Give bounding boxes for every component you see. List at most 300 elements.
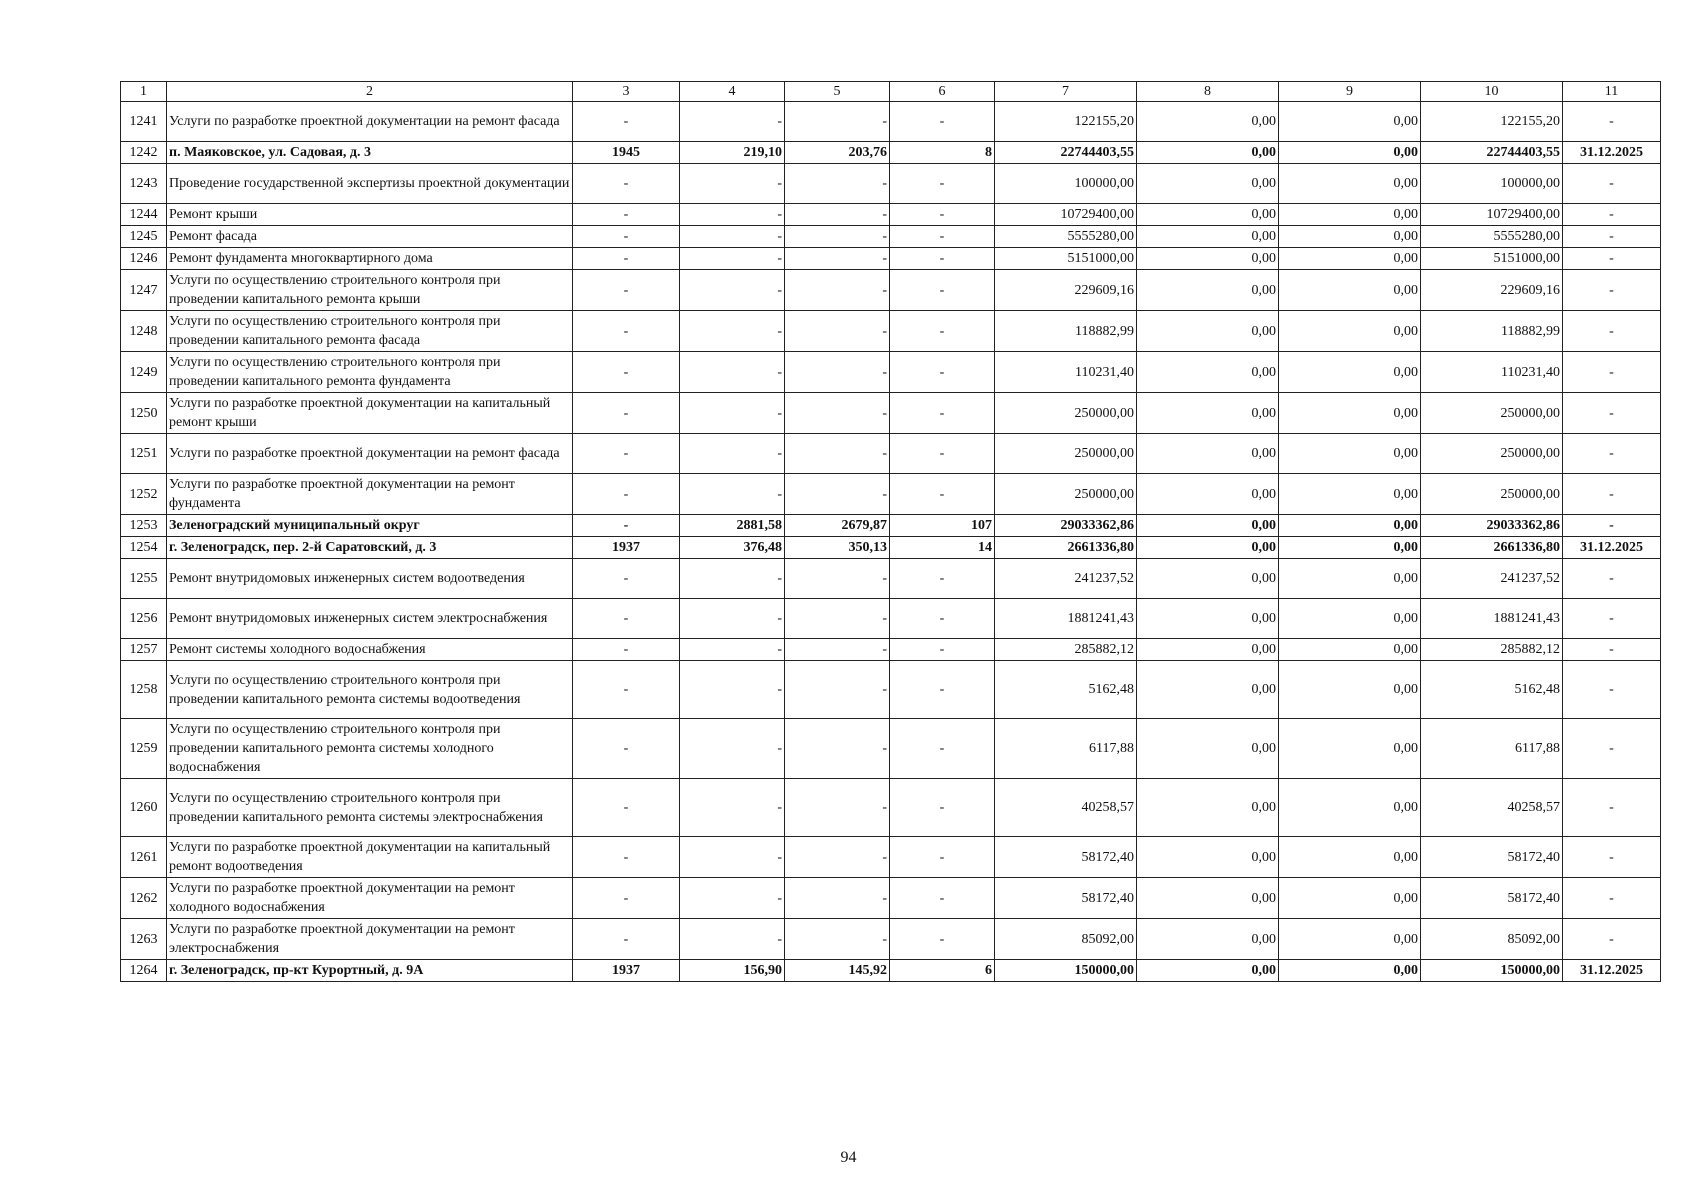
col-5-cell: - <box>785 559 890 599</box>
row-number-cell: 1261 <box>121 837 167 878</box>
col-10-cell: 2661336,80 <box>1421 537 1563 559</box>
col-9-cell: 0,00 <box>1279 102 1421 142</box>
work-name-cell: п. Маяковское, ул. Садовая, д. 3 <box>167 142 573 164</box>
col-8-cell: 0,00 <box>1137 837 1279 878</box>
col-3-cell: - <box>573 164 680 204</box>
col-8-cell: 0,00 <box>1137 639 1279 661</box>
table-row <box>121 837 1661 878</box>
col-7-cell: 40258,57 <box>995 779 1137 837</box>
col-8-cell: 0,00 <box>1137 102 1279 142</box>
table-row <box>121 311 1661 352</box>
table-row <box>121 919 1661 960</box>
col-5-cell: 145,92 <box>785 960 890 982</box>
col-7-cell: 1881241,43 <box>995 599 1137 639</box>
col-8-cell: 0,00 <box>1137 719 1279 779</box>
col-5-cell: - <box>785 311 890 352</box>
table-row <box>121 960 1661 982</box>
col-8-cell: 0,00 <box>1137 393 1279 434</box>
col-9-cell: 0,00 <box>1279 164 1421 204</box>
col-3-cell: - <box>573 559 680 599</box>
col-11-cell: - <box>1563 311 1661 352</box>
col-11-cell: 31.12.2025 <box>1563 142 1661 164</box>
col-3-cell: - <box>573 474 680 515</box>
col-4-cell: - <box>680 639 785 661</box>
column-header: 8 <box>1137 82 1279 102</box>
table-row <box>121 559 1661 599</box>
table-row <box>121 661 1661 719</box>
col-9-cell: 0,00 <box>1279 248 1421 270</box>
col-6-cell: - <box>890 248 995 270</box>
col-11-cell: - <box>1563 599 1661 639</box>
col-7-cell: 6117,88 <box>995 719 1137 779</box>
col-7-cell: 10729400,00 <box>995 204 1137 226</box>
col-6-cell: - <box>890 559 995 599</box>
col-3-cell: - <box>573 719 680 779</box>
column-header: 10 <box>1421 82 1563 102</box>
col-10-cell: 118882,99 <box>1421 311 1563 352</box>
col-10-cell: 110231,40 <box>1421 352 1563 393</box>
col-6-cell: 14 <box>890 537 995 559</box>
row-number-cell: 1258 <box>121 661 167 719</box>
col-10-cell: 40258,57 <box>1421 779 1563 837</box>
col-6-cell: - <box>890 226 995 248</box>
row-number-cell: 1255 <box>121 559 167 599</box>
col-10-cell: 85092,00 <box>1421 919 1563 960</box>
work-name-cell: Услуги по осуществлению строительного контроля при проведении капитального ремонта системы электроснабжения <box>167 779 573 837</box>
col-10-cell: 5555280,00 <box>1421 226 1563 248</box>
work-name-cell: Услуги по разработке проектной документации на ремонт фасада <box>167 102 573 142</box>
row-number-cell: 1263 <box>121 919 167 960</box>
work-name-cell: Услуги по разработке проектной документации на капитальный ремонт крыши <box>167 393 573 434</box>
col-7-cell: 29033362,86 <box>995 515 1137 537</box>
col-8-cell: 0,00 <box>1137 434 1279 474</box>
page-number: 94 <box>840 1149 857 1166</box>
col-5-cell: - <box>785 393 890 434</box>
col-5-cell: - <box>785 226 890 248</box>
table-row <box>121 164 1661 204</box>
col-7-cell: 150000,00 <box>995 960 1137 982</box>
table-row <box>121 270 1661 311</box>
col-10-cell: 29033362,86 <box>1421 515 1563 537</box>
col-10-cell: 58172,40 <box>1421 837 1563 878</box>
col-9-cell: 0,00 <box>1279 311 1421 352</box>
table-body <box>121 102 1661 982</box>
column-header: 1 <box>121 82 167 102</box>
table-row <box>121 779 1661 837</box>
col-3-cell: - <box>573 515 680 537</box>
col-7-cell: 58172,40 <box>995 837 1137 878</box>
col-5-cell: 2679,87 <box>785 515 890 537</box>
col-4-cell: - <box>680 352 785 393</box>
col-5-cell: - <box>785 204 890 226</box>
work-name-cell: Ремонт системы холодного водоснабжения <box>167 639 573 661</box>
col-11-cell: - <box>1563 719 1661 779</box>
col-9-cell: 0,00 <box>1279 837 1421 878</box>
col-3-cell: - <box>573 248 680 270</box>
row-number-cell: 1241 <box>121 102 167 142</box>
col-7-cell: 241237,52 <box>995 559 1137 599</box>
col-10-cell: 122155,20 <box>1421 102 1563 142</box>
col-7-cell: 118882,99 <box>995 311 1137 352</box>
col-5-cell: - <box>785 837 890 878</box>
col-4-cell: - <box>680 919 785 960</box>
col-3-cell: - <box>573 102 680 142</box>
col-4-cell: - <box>680 599 785 639</box>
row-number-cell: 1248 <box>121 311 167 352</box>
column-header: 2 <box>167 82 573 102</box>
col-10-cell: 22744403,55 <box>1421 142 1563 164</box>
column-header: 4 <box>680 82 785 102</box>
work-name-cell: Ремонт крыши <box>167 204 573 226</box>
column-header: 5 <box>785 82 890 102</box>
work-name-cell: Услуги по разработке проектной документации на ремонт холодного водоснабжения <box>167 878 573 919</box>
col-5-cell: - <box>785 352 890 393</box>
work-name-cell: Услуги по осуществлению строительного контроля при проведении капитального ремонта системы холодного водоснабжения <box>167 719 573 779</box>
col-7-cell: 122155,20 <box>995 102 1137 142</box>
work-name-cell: Услуги по разработке проектной документации на ремонт фундамента <box>167 474 573 515</box>
col-5-cell: 350,13 <box>785 537 890 559</box>
col-11-cell: - <box>1563 878 1661 919</box>
col-10-cell: 10729400,00 <box>1421 204 1563 226</box>
col-11-cell: - <box>1563 270 1661 311</box>
col-8-cell: 0,00 <box>1137 311 1279 352</box>
work-name-cell: Услуги по осуществлению строительного контроля при проведении капитального ремонта крыши <box>167 270 573 311</box>
table-row <box>121 515 1661 537</box>
col-10-cell: 250000,00 <box>1421 393 1563 434</box>
col-7-cell: 85092,00 <box>995 919 1137 960</box>
work-name-cell: Ремонт фундамента многоквартирного дома <box>167 248 573 270</box>
col-5-cell: - <box>785 919 890 960</box>
col-7-cell: 250000,00 <box>995 393 1137 434</box>
row-number-cell: 1244 <box>121 204 167 226</box>
col-11-cell: - <box>1563 474 1661 515</box>
col-8-cell: 0,00 <box>1137 164 1279 204</box>
col-5-cell: - <box>785 779 890 837</box>
col-9-cell: 0,00 <box>1279 599 1421 639</box>
column-header: 7 <box>995 82 1137 102</box>
col-6-cell: 8 <box>890 142 995 164</box>
col-6-cell: - <box>890 837 995 878</box>
work-name-cell: Ремонт фасада <box>167 226 573 248</box>
col-11-cell: - <box>1563 204 1661 226</box>
col-6-cell: 6 <box>890 960 995 982</box>
work-name-cell: Ремонт внутридомовых инженерных систем электроснабжения <box>167 599 573 639</box>
row-number-cell: 1259 <box>121 719 167 779</box>
col-5-cell: - <box>785 434 890 474</box>
col-5-cell: - <box>785 102 890 142</box>
col-8-cell: 0,00 <box>1137 142 1279 164</box>
col-6-cell: - <box>890 352 995 393</box>
col-7-cell: 22744403,55 <box>995 142 1137 164</box>
col-6-cell: 107 <box>890 515 995 537</box>
table-row <box>121 352 1661 393</box>
col-9-cell: 0,00 <box>1279 352 1421 393</box>
work-name-cell: Зеленоградский муниципальный округ <box>167 515 573 537</box>
col-3-cell: - <box>573 434 680 474</box>
col-10-cell: 250000,00 <box>1421 434 1563 474</box>
work-name-cell: Проведение государственной экспертизы проектной документации <box>167 164 573 204</box>
document-table <box>120 81 1661 982</box>
col-4-cell: - <box>680 164 785 204</box>
col-5-cell: - <box>785 474 890 515</box>
col-6-cell: - <box>890 164 995 204</box>
col-8-cell: 0,00 <box>1137 204 1279 226</box>
col-11-cell: - <box>1563 434 1661 474</box>
col-7-cell: 5151000,00 <box>995 248 1137 270</box>
col-7-cell: 58172,40 <box>995 878 1137 919</box>
row-number-cell: 1246 <box>121 248 167 270</box>
col-8-cell: 0,00 <box>1137 779 1279 837</box>
col-3-cell: - <box>573 270 680 311</box>
col-3-cell: - <box>573 204 680 226</box>
col-10-cell: 100000,00 <box>1421 164 1563 204</box>
col-5-cell: - <box>785 878 890 919</box>
col-11-cell: - <box>1563 164 1661 204</box>
column-header: 9 <box>1279 82 1421 102</box>
col-9-cell: 0,00 <box>1279 779 1421 837</box>
col-10-cell: 150000,00 <box>1421 960 1563 982</box>
table-row <box>121 248 1661 270</box>
col-9-cell: 0,00 <box>1279 226 1421 248</box>
col-4-cell: - <box>680 248 785 270</box>
column-header: 11 <box>1563 82 1661 102</box>
col-4-cell: - <box>680 226 785 248</box>
col-7-cell: 2661336,80 <box>995 537 1137 559</box>
col-7-cell: 5162,48 <box>995 661 1137 719</box>
col-3-cell: - <box>573 779 680 837</box>
col-9-cell: 0,00 <box>1279 639 1421 661</box>
col-4-cell: - <box>680 661 785 719</box>
col-9-cell: 0,00 <box>1279 204 1421 226</box>
col-3-cell: - <box>573 837 680 878</box>
col-4-cell: - <box>680 204 785 226</box>
work-name-cell: Услуги по осуществлению строительного контроля при проведении капитального ремонта фасада <box>167 311 573 352</box>
table-row <box>121 204 1661 226</box>
col-10-cell: 58172,40 <box>1421 878 1563 919</box>
work-name-cell: Услуги по разработке проектной документации на ремонт фасада <box>167 434 573 474</box>
col-3-cell: - <box>573 393 680 434</box>
col-11-cell: 31.12.2025 <box>1563 537 1661 559</box>
column-header: 3 <box>573 82 680 102</box>
row-number-cell: 1242 <box>121 142 167 164</box>
col-3-cell: 1937 <box>573 960 680 982</box>
row-number-cell: 1245 <box>121 226 167 248</box>
col-6-cell: - <box>890 270 995 311</box>
col-8-cell: 0,00 <box>1137 352 1279 393</box>
col-9-cell: 0,00 <box>1279 474 1421 515</box>
table-row <box>121 878 1661 919</box>
table-row <box>121 719 1661 779</box>
col-6-cell: - <box>890 639 995 661</box>
row-number-cell: 1264 <box>121 960 167 982</box>
col-7-cell: 229609,16 <box>995 270 1137 311</box>
col-10-cell: 5151000,00 <box>1421 248 1563 270</box>
row-number-cell: 1260 <box>121 779 167 837</box>
table-row <box>121 226 1661 248</box>
col-10-cell: 6117,88 <box>1421 719 1563 779</box>
row-number-cell: 1262 <box>121 878 167 919</box>
col-6-cell: - <box>890 434 995 474</box>
col-8-cell: 0,00 <box>1137 226 1279 248</box>
col-9-cell: 0,00 <box>1279 719 1421 779</box>
table-row <box>121 434 1661 474</box>
work-name-cell: Услуги по разработке проектной документации на ремонт электроснабжения <box>167 919 573 960</box>
col-9-cell: 0,00 <box>1279 960 1421 982</box>
col-3-cell: - <box>573 661 680 719</box>
table-row <box>121 142 1661 164</box>
col-6-cell: - <box>890 719 995 779</box>
row-number-cell: 1251 <box>121 434 167 474</box>
col-3-cell: - <box>573 639 680 661</box>
row-number-cell: 1257 <box>121 639 167 661</box>
col-8-cell: 0,00 <box>1137 960 1279 982</box>
row-number-cell: 1256 <box>121 599 167 639</box>
col-8-cell: 0,00 <box>1137 559 1279 599</box>
col-3-cell: - <box>573 919 680 960</box>
col-4-cell: 219,10 <box>680 142 785 164</box>
col-4-cell: - <box>680 270 785 311</box>
col-8-cell: 0,00 <box>1137 248 1279 270</box>
col-3-cell: - <box>573 352 680 393</box>
col-4-cell: 376,48 <box>680 537 785 559</box>
column-header: 6 <box>890 82 995 102</box>
col-7-cell: 5555280,00 <box>995 226 1137 248</box>
col-4-cell: - <box>680 837 785 878</box>
work-name-cell: Услуги по разработке проектной документации на капитальный ремонт водоотведения <box>167 837 573 878</box>
col-9-cell: 0,00 <box>1279 393 1421 434</box>
col-8-cell: 0,00 <box>1137 919 1279 960</box>
col-11-cell: - <box>1563 559 1661 599</box>
col-5-cell: - <box>785 248 890 270</box>
col-6-cell: - <box>890 204 995 226</box>
col-6-cell: - <box>890 919 995 960</box>
work-name-cell: Услуги по осуществлению строительного контроля при проведении капитального ремонта фундамента <box>167 352 573 393</box>
table-row <box>121 393 1661 434</box>
col-4-cell: - <box>680 102 785 142</box>
col-8-cell: 0,00 <box>1137 599 1279 639</box>
col-4-cell: - <box>680 878 785 919</box>
col-9-cell: 0,00 <box>1279 142 1421 164</box>
col-10-cell: 241237,52 <box>1421 559 1563 599</box>
work-name-cell: г. Зеленоградск, пер. 2-й Саратовский, д. 3 <box>167 537 573 559</box>
col-10-cell: 285882,12 <box>1421 639 1563 661</box>
col-11-cell: - <box>1563 393 1661 434</box>
col-5-cell: 203,76 <box>785 142 890 164</box>
col-4-cell: 156,90 <box>680 960 785 982</box>
col-9-cell: 0,00 <box>1279 515 1421 537</box>
col-10-cell: 1881241,43 <box>1421 599 1563 639</box>
table-row <box>121 474 1661 515</box>
col-10-cell: 250000,00 <box>1421 474 1563 515</box>
col-9-cell: 0,00 <box>1279 434 1421 474</box>
col-8-cell: 0,00 <box>1137 270 1279 311</box>
col-9-cell: 0,00 <box>1279 559 1421 599</box>
col-6-cell: - <box>890 878 995 919</box>
table-row <box>121 537 1661 559</box>
table-row <box>121 599 1661 639</box>
col-11-cell: 31.12.2025 <box>1563 960 1661 982</box>
work-name-cell: Услуги по осуществлению строительного контроля при проведении капитального ремонта системы водоотведения <box>167 661 573 719</box>
col-3-cell: - <box>573 878 680 919</box>
col-11-cell: - <box>1563 102 1661 142</box>
col-5-cell: - <box>785 719 890 779</box>
col-8-cell: 0,00 <box>1137 515 1279 537</box>
col-6-cell: - <box>890 779 995 837</box>
row-number-cell: 1243 <box>121 164 167 204</box>
col-7-cell: 250000,00 <box>995 474 1137 515</box>
col-6-cell: - <box>890 311 995 352</box>
col-11-cell: - <box>1563 248 1661 270</box>
col-4-cell: - <box>680 434 785 474</box>
col-5-cell: - <box>785 661 890 719</box>
table-row <box>121 102 1661 142</box>
col-11-cell: - <box>1563 515 1661 537</box>
work-name-cell: г. Зеленоградск, пр-кт Курортный, д. 9А <box>167 960 573 982</box>
col-9-cell: 0,00 <box>1279 537 1421 559</box>
row-number-cell: 1249 <box>121 352 167 393</box>
col-6-cell: - <box>890 393 995 434</box>
col-3-cell: 1937 <box>573 537 680 559</box>
col-4-cell: - <box>680 779 785 837</box>
col-5-cell: - <box>785 270 890 311</box>
col-4-cell: - <box>680 559 785 599</box>
col-9-cell: 0,00 <box>1279 878 1421 919</box>
col-3-cell: - <box>573 311 680 352</box>
col-4-cell: - <box>680 393 785 434</box>
col-11-cell: - <box>1563 779 1661 837</box>
col-4-cell: - <box>680 311 785 352</box>
col-4-cell: - <box>680 719 785 779</box>
col-10-cell: 229609,16 <box>1421 270 1563 311</box>
col-5-cell: - <box>785 639 890 661</box>
work-name-cell: Ремонт внутридомовых инженерных систем водоотведения <box>167 559 573 599</box>
table-row <box>121 639 1661 661</box>
col-6-cell: - <box>890 661 995 719</box>
col-6-cell: - <box>890 599 995 639</box>
col-4-cell: 2881,58 <box>680 515 785 537</box>
col-3-cell: - <box>573 226 680 248</box>
col-7-cell: 250000,00 <box>995 434 1137 474</box>
col-8-cell: 0,00 <box>1137 537 1279 559</box>
col-11-cell: - <box>1563 352 1661 393</box>
row-number-cell: 1252 <box>121 474 167 515</box>
col-4-cell: - <box>680 474 785 515</box>
col-3-cell: - <box>573 599 680 639</box>
row-number-cell: 1254 <box>121 537 167 559</box>
col-5-cell: - <box>785 164 890 204</box>
col-11-cell: - <box>1563 226 1661 248</box>
col-7-cell: 285882,12 <box>995 639 1137 661</box>
col-10-cell: 5162,48 <box>1421 661 1563 719</box>
row-number-cell: 1250 <box>121 393 167 434</box>
col-9-cell: 0,00 <box>1279 270 1421 311</box>
col-5-cell: - <box>785 599 890 639</box>
col-11-cell: - <box>1563 837 1661 878</box>
col-6-cell: - <box>890 102 995 142</box>
col-11-cell: - <box>1563 639 1661 661</box>
row-number-cell: 1253 <box>121 515 167 537</box>
col-9-cell: 0,00 <box>1279 661 1421 719</box>
col-3-cell: 1945 <box>573 142 680 164</box>
col-7-cell: 110231,40 <box>995 352 1137 393</box>
col-9-cell: 0,00 <box>1279 919 1421 960</box>
col-8-cell: 0,00 <box>1137 878 1279 919</box>
col-11-cell: - <box>1563 661 1661 719</box>
col-8-cell: 0,00 <box>1137 474 1279 515</box>
col-11-cell: - <box>1563 919 1661 960</box>
col-8-cell: 0,00 <box>1137 661 1279 719</box>
row-number-cell: 1247 <box>121 270 167 311</box>
